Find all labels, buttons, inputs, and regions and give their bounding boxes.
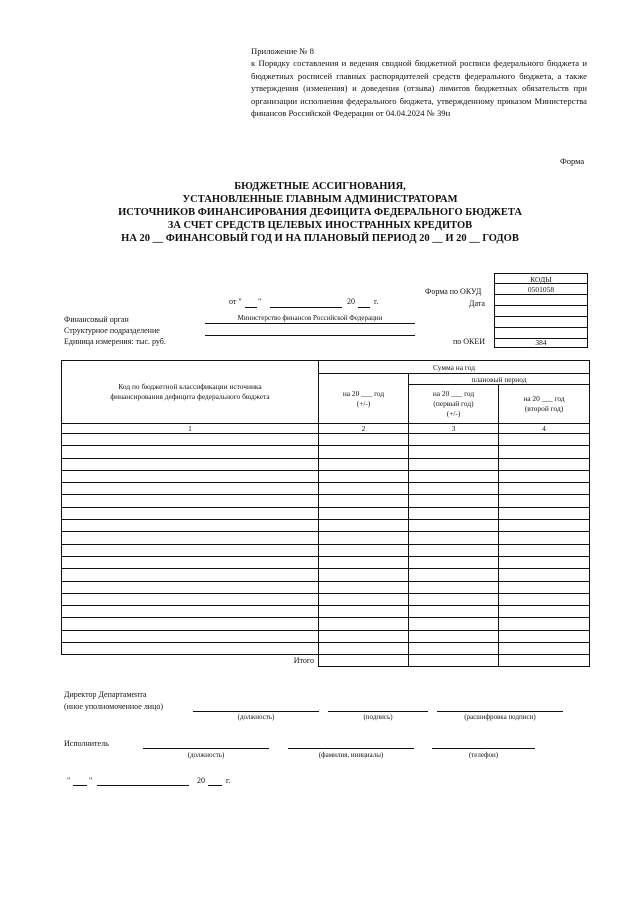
executor-position-caption: (должность)	[187, 751, 225, 759]
table-cell[interactable]	[62, 618, 319, 630]
col-number-4: 4	[499, 424, 590, 434]
assignments-table	[61, 360, 590, 667]
table-cell[interactable]	[62, 434, 319, 446]
total-cell-3[interactable]	[409, 655, 499, 667]
table-cell[interactable]	[319, 606, 409, 618]
date-quote: "	[258, 297, 262, 306]
table-cell[interactable]	[499, 630, 590, 642]
bottom-date-year-line[interactable]	[208, 785, 222, 786]
table-cell[interactable]	[499, 483, 590, 495]
table-row	[62, 593, 590, 605]
table-cell[interactable]	[62, 446, 319, 458]
table-cell[interactable]	[62, 643, 319, 655]
table-cell[interactable]	[62, 458, 319, 470]
date-from-label: от "	[229, 297, 242, 306]
table-cell[interactable]	[499, 470, 590, 482]
table-cell[interactable]	[319, 446, 409, 458]
sum-header: Сумма на год	[319, 361, 590, 374]
table-cell[interactable]	[499, 458, 590, 470]
director-sublabel: (иное уполномоченное лицо)	[64, 702, 164, 711]
table-cell[interactable]	[499, 507, 590, 519]
table-cell[interactable]	[409, 581, 499, 593]
table-cell[interactable]	[499, 643, 590, 655]
total-cell-4[interactable]	[499, 655, 590, 667]
table-row	[62, 606, 590, 618]
table-row	[62, 643, 590, 655]
table-cell[interactable]	[319, 643, 409, 655]
table-cell[interactable]	[499, 581, 590, 593]
appendix-text: к Порядку составления и ведения сводной бюджетной росписи федерального бюджета и бюджетных росписей главных распорядителей средств федерального бюджета, а также утверждения (изменения) и доведения (отзыва) лимитов бюджетных обязательств при организации исполнения федерального бюджета, утвержденному приказом Министерства финансов Российской Федерации от 04.04.2024 № 39н	[251, 58, 587, 119]
table-cell[interactable]	[319, 593, 409, 605]
date-year-suffix: г.	[374, 297, 379, 306]
table-cell[interactable]	[62, 483, 319, 495]
table-cell[interactable]	[62, 569, 319, 581]
date-code	[494, 295, 588, 306]
table-cell[interactable]	[409, 643, 499, 655]
table-cell[interactable]	[62, 507, 319, 519]
date-month-line[interactable]	[270, 307, 342, 308]
table-cell[interactable]	[499, 569, 590, 581]
plan-header: плановый период	[409, 374, 590, 385]
table-row	[62, 569, 590, 581]
director-decoding-caption: (расшифровка подписи)	[464, 713, 536, 721]
table-cell[interactable]	[319, 434, 409, 446]
bottom-date-year-suffix: г.	[226, 776, 231, 785]
director-position-caption: (должность)	[237, 713, 275, 721]
table-cell[interactable]	[62, 544, 319, 556]
table-cell[interactable]	[319, 618, 409, 630]
bottom-date-open-quote: "	[67, 776, 71, 785]
table-cell[interactable]	[319, 470, 409, 482]
okei-code: 384	[494, 337, 588, 348]
director-decoding-line[interactable]	[437, 711, 563, 712]
document-title	[60, 180, 580, 245]
table-cell[interactable]	[319, 630, 409, 642]
bottom-date-day-line[interactable]	[73, 785, 87, 786]
table-cell[interactable]	[499, 593, 590, 605]
table-cell[interactable]	[499, 446, 590, 458]
okud-code: 0501058	[494, 284, 588, 295]
executor-phone-caption: (телефон)	[468, 751, 499, 759]
fin-organ-line	[205, 323, 415, 324]
table-cell[interactable]	[409, 520, 499, 532]
table-row	[62, 618, 590, 630]
appendix-block	[251, 45, 587, 119]
table-cell[interactable]	[409, 544, 499, 556]
executor-fio-line[interactable]	[288, 748, 414, 749]
director-signature-caption: (подпись)	[363, 713, 393, 721]
table-cell[interactable]	[409, 618, 499, 630]
date-year-prefix: 20	[347, 297, 355, 306]
table-cell[interactable]	[62, 581, 319, 593]
table-cell[interactable]	[409, 630, 499, 642]
table-row	[62, 556, 590, 568]
table-cell[interactable]	[409, 483, 499, 495]
table-body	[62, 434, 590, 655]
table-cell[interactable]	[499, 495, 590, 507]
form-label: Форма	[560, 156, 585, 166]
table-cell[interactable]	[499, 606, 590, 618]
table-row	[62, 458, 590, 470]
table-row	[62, 446, 590, 458]
table-cell[interactable]	[409, 556, 499, 568]
table-cell[interactable]	[499, 532, 590, 544]
col4-header: на 20 ___ год (второй год)	[499, 385, 590, 424]
table-cell[interactable]	[319, 581, 409, 593]
table-cell[interactable]	[62, 556, 319, 568]
director-label: Директор Департамента	[64, 690, 147, 699]
col-number-3: 3	[409, 424, 499, 434]
table-cell[interactable]	[319, 495, 409, 507]
director-position-line[interactable]	[193, 711, 319, 712]
table-cell[interactable]	[62, 606, 319, 618]
col1-header: Код по бюджетной классификации источника финансирования дефицита федерального бюджета	[62, 361, 319, 424]
title-line-2: УСТАНОВЛЕННЫЕ ГЛАВНЫМ АДМИНИСТРАТОРАМ	[182, 194, 458, 205]
unit-label: Единица измерения: тыс. руб.	[64, 337, 166, 346]
table-row	[62, 544, 590, 556]
table-cell[interactable]	[62, 630, 319, 642]
fin-organ-label: Финансовый орган	[64, 315, 129, 324]
appendix-title: Приложение № 8	[251, 46, 314, 56]
bottom-date-close-quote: "	[89, 776, 93, 785]
title-line-5: НА 20 __ ФИНАНСОВЫЙ ГОД И НА ПЛАНОВЫЙ ПЕРИОД 20 __ И 20 __ ГОДОВ	[121, 233, 519, 244]
col2-header: на 20 ___ год (+/-)	[319, 374, 409, 424]
table-cell[interactable]	[409, 470, 499, 482]
date-day-line[interactable]	[245, 307, 257, 308]
table-cell[interactable]	[319, 556, 409, 568]
col-number-1: 1	[62, 424, 319, 434]
table-cell[interactable]	[409, 593, 499, 605]
table-row	[62, 581, 590, 593]
table-cell[interactable]	[319, 520, 409, 532]
struct-unit-label: Структурное подразделение	[64, 326, 160, 335]
table-cell[interactable]	[409, 532, 499, 544]
table-row	[62, 470, 590, 482]
fin-organ-value: Министерство финансов Российской Федерации	[237, 314, 383, 322]
table-cell[interactable]	[62, 495, 319, 507]
table-row	[62, 434, 590, 446]
director-signature-line[interactable]	[328, 711, 428, 712]
col3-header: на 20 ___ год (первый год) (+/-)	[409, 385, 499, 424]
title-line-4: ЗА СЧЕТ СРЕДСТВ ЦЕЛЕВЫХ ИНОСТРАННЫХ КРЕДИТОВ	[167, 220, 473, 231]
table-row	[62, 495, 590, 507]
table-row	[62, 507, 590, 519]
table-cell[interactable]	[319, 483, 409, 495]
code-cell-empty-2	[494, 317, 588, 328]
table-row	[62, 483, 590, 495]
okud-label: Форма по ОКУД	[425, 287, 482, 296]
bottom-date-month-line[interactable]	[97, 785, 189, 786]
table-cell[interactable]	[499, 544, 590, 556]
col-number-2: 2	[319, 424, 409, 434]
table-cell[interactable]	[62, 532, 319, 544]
table-cell[interactable]	[409, 495, 499, 507]
table-cell[interactable]	[409, 434, 499, 446]
table-cell[interactable]	[499, 618, 590, 630]
total-cell-2[interactable]	[319, 655, 409, 667]
code-cell-empty-1	[494, 306, 588, 317]
title-line-1: БЮДЖЕТНЫЕ АССИГНОВАНИЯ,	[234, 181, 406, 192]
table-cell[interactable]	[409, 458, 499, 470]
table-cell[interactable]	[409, 446, 499, 458]
table-cell[interactable]	[319, 544, 409, 556]
table-cell[interactable]	[62, 593, 319, 605]
bottom-date-year-prefix: 20	[197, 776, 205, 785]
table-cell[interactable]	[499, 556, 590, 568]
table-cell[interactable]	[499, 434, 590, 446]
table-cell[interactable]	[319, 458, 409, 470]
executor-position-line[interactable]	[143, 748, 269, 749]
struct-unit-line[interactable]	[205, 335, 415, 336]
table-row	[62, 520, 590, 532]
table-cell[interactable]	[499, 520, 590, 532]
executor-label: Исполнитель	[64, 739, 109, 748]
table-cell[interactable]	[409, 606, 499, 618]
table-cell[interactable]	[62, 470, 319, 482]
table-cell[interactable]	[409, 569, 499, 581]
okei-label: по ОКЕИ	[453, 337, 486, 346]
codes-header: КОДЫ	[494, 273, 588, 284]
title-line-3: ИСТОЧНИКОВ ФИНАНСИРОВАНИЯ ДЕФИЦИТА ФЕДЕРАЛЬНОГО БЮДЖЕТА	[118, 207, 522, 218]
table-row	[62, 532, 590, 544]
total-label: Итого	[293, 656, 314, 666]
table-cell[interactable]	[319, 532, 409, 544]
date-label: Дата	[469, 299, 485, 308]
date-year-line[interactable]	[358, 307, 370, 308]
executor-phone-line[interactable]	[432, 748, 535, 749]
table-cell[interactable]	[62, 520, 319, 532]
table-row	[62, 630, 590, 642]
table-cell[interactable]	[319, 569, 409, 581]
executor-fio-caption: (фамилия, инициалы)	[318, 751, 384, 759]
table-cell[interactable]	[409, 507, 499, 519]
table-cell[interactable]	[319, 507, 409, 519]
